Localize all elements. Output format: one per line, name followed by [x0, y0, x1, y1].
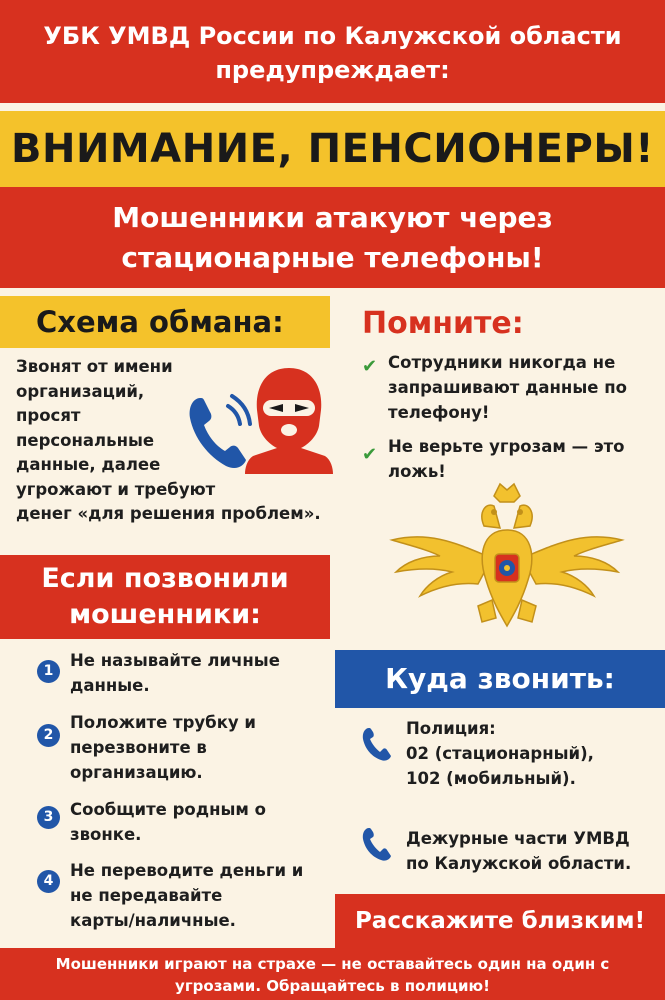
check-icon: ✔	[362, 356, 378, 377]
tell-relatives-banner: Расскажите близким!	[335, 894, 665, 948]
if-called-title	[0, 555, 330, 639]
if-called-title-line-1: Если позвонили	[41, 563, 289, 594]
where-to-call-title: Куда звонить:	[335, 650, 665, 708]
duty-line: по Калужской области.	[406, 854, 632, 873]
step-2	[70, 710, 320, 785]
step-number-badge: 1	[37, 660, 60, 683]
police-line: Полиция:	[406, 719, 496, 738]
step-line: Не называйте личные	[70, 651, 280, 670]
phone-icon	[362, 726, 394, 762]
warning-banner: ВНИМАНИЕ, ПЕНСИОНЕРЫ!	[0, 111, 665, 187]
masked-fraudster-icon	[243, 364, 335, 476]
remember-line: телефону!	[388, 403, 490, 422]
step-1	[70, 648, 320, 698]
scheme-title: Схема обмана:	[0, 296, 330, 348]
scheme-line: данные, далее	[16, 455, 161, 474]
subtitle-banner	[0, 187, 665, 288]
scheme-line: денег «для решения проблем».	[16, 504, 321, 523]
step-line: Не переводите деньги и	[70, 861, 304, 880]
footer-line-1: Мошенники играют на страхе — не оставайтесь один на один с	[55, 955, 610, 973]
double-headed-eagle-emblem	[382, 476, 632, 646]
scheme-line: просят	[16, 406, 81, 425]
scheme-line: Звонят от имени	[16, 357, 173, 376]
step-3	[70, 797, 320, 847]
footer-banner	[0, 948, 665, 1000]
police-line: 02 (стационарный),	[406, 744, 594, 763]
step-line: Сообщите родным о	[70, 800, 266, 819]
remember-title: Помните:	[362, 306, 524, 341]
step-4	[70, 858, 330, 933]
if-called-title-line-2: мошенники:	[69, 599, 261, 630]
remember-line: Сотрудники никогда не	[388, 353, 616, 372]
scheme-line: организаций,	[16, 381, 145, 401]
subtitle-line-2: стационарные телефоны!	[121, 241, 544, 274]
step-line: карты/наличные.	[70, 911, 236, 930]
step-number-badge: 2	[37, 724, 60, 747]
remember-line: ложь!	[388, 462, 446, 481]
police-numbers	[406, 716, 656, 791]
step-number-badge: 4	[37, 870, 60, 893]
remember-line: запрашивают данные по	[388, 378, 627, 397]
step-line: Положите трубку и	[70, 713, 256, 732]
step-line: не передавайте	[70, 886, 223, 905]
remember-line: Не верьте угрозам — это	[388, 437, 625, 456]
header-line-2: предупреждает:	[215, 56, 450, 84]
header-banner	[0, 0, 665, 103]
subtitle-line-1: Мошенники атакуют через	[112, 201, 553, 234]
step-line: данные.	[70, 676, 150, 695]
check-icon: ✔	[362, 444, 378, 465]
step-line: звонке.	[70, 825, 142, 844]
step-number-badge: 3	[37, 806, 60, 829]
police-line: 102 (мобильный).	[406, 769, 576, 788]
step-line: организацию.	[70, 763, 203, 782]
remember-item-1	[388, 350, 658, 425]
header-line-1: УБК УМВД России по Калужской области	[43, 22, 622, 50]
duty-units	[406, 826, 661, 876]
scheme-line: угрожают и требуют	[16, 479, 216, 499]
step-line: перезвоните в	[70, 738, 207, 757]
phone-icon	[362, 826, 394, 862]
scheme-line: персональные	[16, 430, 155, 450]
duty-line: Дежурные части УМВД	[406, 829, 630, 848]
footer-line-2: угрозами. Обращайтесь в полицию!	[175, 977, 490, 995]
